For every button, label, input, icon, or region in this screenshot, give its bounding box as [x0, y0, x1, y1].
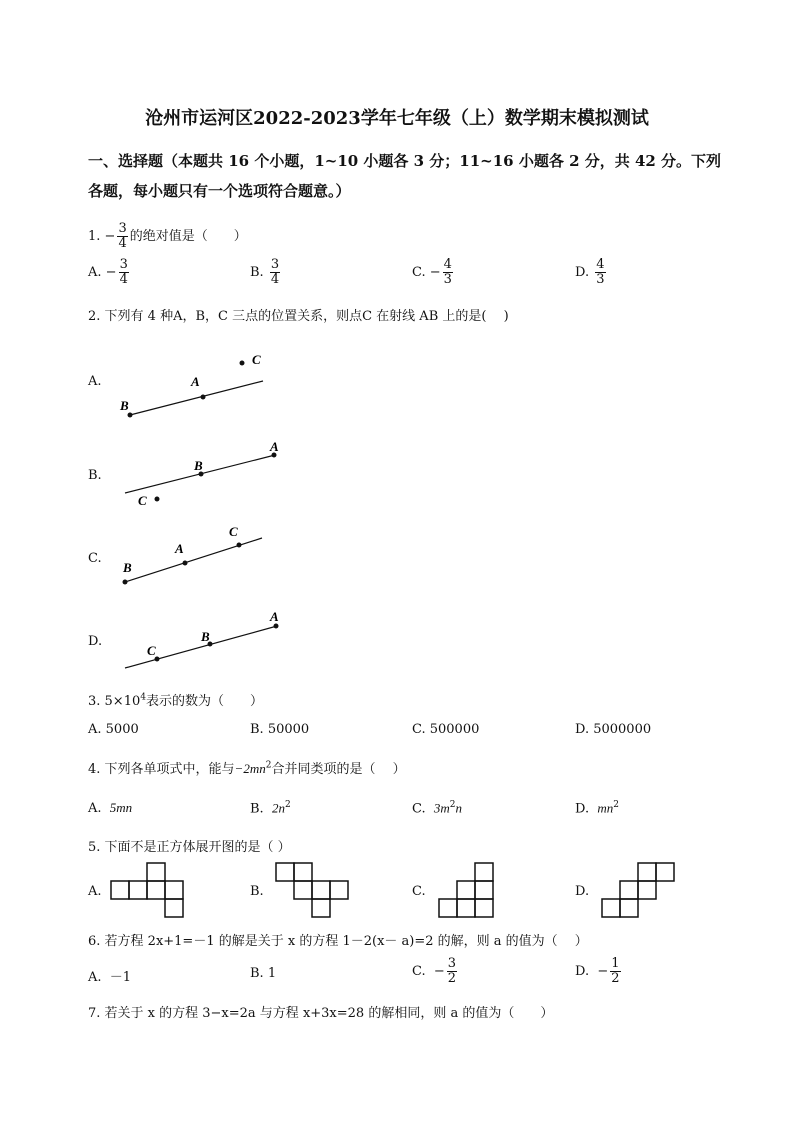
section-heading-line1: 一、选择题（本题共 16 个小题，1~10 小题各 3 分；11~16 小题各 2 分，共 42 分。下列: [88, 152, 722, 170]
point-label-a: A: [270, 609, 279, 624]
fraction: $\frac{3}{4}$: [118, 221, 127, 251]
q1-option-b[interactable]: B. $\frac{3}{4}$: [250, 257, 280, 287]
q3-option-a[interactable]: A. 5000: [88, 722, 139, 737]
point-label-a: A: [270, 439, 279, 454]
point-label-c: C: [252, 352, 261, 367]
q2-option-c-label[interactable]: C.: [88, 551, 102, 566]
q4-option-d[interactable]: D. $mn^2$: [575, 800, 619, 817]
q2-option-b-label[interactable]: B.: [88, 468, 102, 483]
point-label-b: B: [194, 458, 203, 473]
q5-option-d-label[interactable]: D.: [575, 884, 590, 899]
q1-option-a[interactable]: A. − $\frac{3}{4}$: [88, 257, 128, 287]
q5-option-c-label[interactable]: C.: [412, 884, 426, 899]
q2-option-a-label[interactable]: A.: [88, 374, 102, 389]
point-label-a: A: [175, 541, 184, 556]
point-label-c: C: [138, 493, 147, 508]
q1-option-d[interactable]: D. $\frac{4}{3}$: [575, 257, 605, 287]
q3-option-b[interactable]: B. 50000: [250, 722, 310, 737]
point-label-b: B: [123, 560, 132, 575]
question-number: 1.: [88, 229, 101, 244]
point-label-c: C: [229, 524, 238, 539]
q4-option-c[interactable]: C. $3m^2n$: [412, 800, 463, 817]
q5-net-a: [111, 863, 183, 917]
q6-option-c[interactable]: C. − $\frac{3}{2}$: [412, 956, 457, 986]
point-label-b: B: [201, 629, 210, 644]
q6-option-b[interactable]: B. 1: [250, 966, 277, 981]
question-3: 3. $5\times 10^4$表示的数为（ ）: [88, 692, 263, 709]
q2-option-d-label[interactable]: D.: [88, 634, 103, 649]
point-label-c: C: [147, 643, 156, 658]
question-5: 5. 下面不是正方体展开图的是（ ）: [88, 840, 291, 855]
question-1: 1. − $\frac{3}{4}$ 的绝对值是（ ）: [88, 221, 247, 251]
q6-option-d[interactable]: D. − $\frac{1}{2}$: [575, 956, 620, 986]
q5-option-a-label[interactable]: A.: [88, 884, 102, 899]
q1-option-c[interactable]: C. − $\frac{4}{3}$: [412, 257, 452, 287]
q5-net-b: [276, 863, 348, 917]
q4-option-a[interactable]: A. 5mn: [88, 800, 133, 816]
point-label-a: A: [191, 374, 200, 389]
question-2: 2. 下列有 4 种A，B，C 三点的位置关系，则点C 在射线 AB 上的是( ): [88, 309, 509, 324]
q4-option-b[interactable]: B. $2n^2$: [250, 800, 291, 817]
q6-option-a[interactable]: A. －1: [88, 970, 132, 985]
point-label-b: B: [120, 398, 129, 413]
question-4: 4. 下列各单项式中，能与$-2mn^2$合并同类项的是（ ）: [88, 760, 406, 777]
q3-option-d[interactable]: D. 5000000: [575, 722, 652, 737]
q3-option-c[interactable]: C. 500000: [412, 722, 480, 737]
q5-net-c: [439, 863, 493, 917]
question-7: 7. 若关于 x 的方程 3−x=2a 与方程 x+3x=28 的解相同，则 a 的值为（ ）: [88, 1006, 554, 1021]
question-6: 6. 若方程 2x+1=－1 的解是关于 x 的方程 1－2(x－ a)=2 的解，则 a 的值为（ ）: [88, 934, 588, 949]
q5-option-b-label[interactable]: B.: [250, 884, 264, 899]
section-heading-line2: 各题，每小题只有一个选项符合题意。）: [88, 182, 351, 200]
page-title: 沧州市运河区2022-2023学年七年级（上）数学期末模拟测试: [145, 108, 649, 129]
q5-net-d: [602, 863, 674, 917]
